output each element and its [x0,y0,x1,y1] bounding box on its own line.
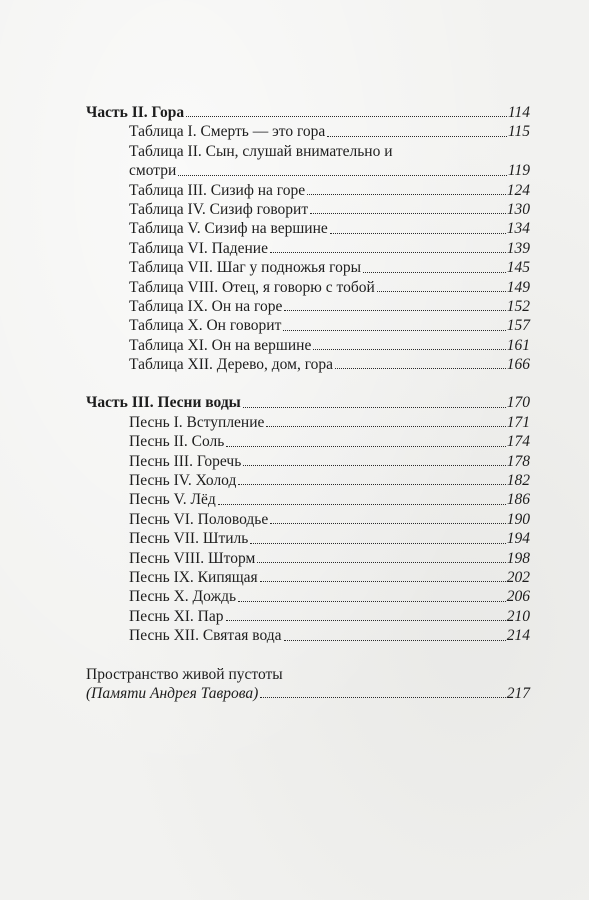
dot-leader [226,620,506,621]
dot-leader [270,523,505,524]
page-number: 198 [506,549,530,567]
dot-leader [243,407,506,408]
toc-entry[interactable] [86,568,530,587]
page-number: 161 [506,336,530,354]
page-number: 170 [506,394,530,412]
part-3-heading[interactable] [86,393,530,412]
part-3-section [86,393,530,645]
entry-title: Таблица I. Смерть — это гора [129,123,326,141]
part-2-entries [86,122,530,374]
entry-title: Песнь IV. Холод [129,472,237,490]
toc-entry[interactable] [86,239,530,258]
final-subtitle: (Памяти Андрея Таврова) [86,684,259,702]
toc-entry[interactable] [86,490,530,509]
page-number: 217 [506,684,530,702]
dot-leader [186,116,507,117]
dot-leader [284,640,506,641]
entry-title: Песнь VI. Половодье [129,510,269,528]
dot-leader [283,330,505,331]
part-title: Часть III. Песни воды [86,394,241,412]
dot-leader [377,291,506,292]
toc-entry[interactable] [86,258,530,277]
page-number: 119 [507,162,530,180]
page-number: 214 [506,627,530,645]
dot-leader [363,272,506,273]
entry-title: Песнь III. Горечь [129,452,242,470]
part-2-heading[interactable] [86,103,530,122]
entry-title: Таблица IX. Он на горе [129,297,283,315]
toc-entry[interactable] [86,336,530,355]
entry-title: Таблица III. Сизиф на горе [129,181,306,199]
page-number: 130 [506,200,530,218]
toc-entry[interactable] [86,316,530,335]
page-number: 186 [506,491,530,509]
page-number: 166 [506,356,530,374]
page-number: 190 [506,510,530,528]
dot-leader [335,368,506,369]
dot-leader [226,446,505,447]
dot-leader [243,465,505,466]
dot-leader [327,136,507,137]
part-2-section [86,103,530,374]
dot-leader [257,562,505,563]
toc-entry[interactable] [86,510,530,529]
dot-leader [260,581,506,582]
final-title: Пространство живой пустоты [86,665,283,683]
toc-entry[interactable] [86,471,530,490]
entry-title: Песнь XI. Пар [129,607,224,625]
dot-leader [307,194,506,195]
final-section[interactable] [86,665,530,704]
toc-entry[interactable] [86,413,530,432]
page-number: 178 [506,452,530,470]
page-number: 114 [507,103,530,121]
toc-entry[interactable] [86,452,530,471]
page-number: 139 [506,239,530,257]
toc-entry[interactable] [86,200,530,219]
dot-leader [238,601,506,602]
entry-title: Песнь XII. Святая вода [129,627,282,645]
page-number: 149 [506,278,530,296]
part-title: Часть II. Гора [86,103,185,121]
page-number: 145 [506,259,530,277]
entry-title: Песнь X. Дождь [129,588,237,606]
dot-leader [238,484,505,485]
toc-entry[interactable] [86,297,530,316]
toc-entry[interactable] [86,529,530,548]
page-number: 124 [506,181,530,199]
dot-leader [330,233,506,234]
dot-leader [270,252,506,253]
dot-leader [260,697,505,698]
dot-leader [266,426,505,427]
entry-title: Таблица X. Он говорит [129,317,282,335]
dot-leader [178,175,507,176]
dot-leader [218,504,506,505]
page-number: 157 [506,317,530,335]
toc-entry[interactable] [86,549,530,568]
entry-title: Песнь II. Соль [129,433,225,451]
entry-title: Песнь VIII. Шторм [129,549,256,567]
page-number: 152 [506,297,530,315]
toc-entry[interactable] [86,161,530,180]
entry-title: Таблица VIII. Отец, я говорю с тобой [129,278,375,296]
final-subtitle-row [86,684,530,703]
entry-title: смотри [129,162,177,180]
toc-entry[interactable] [86,432,530,451]
entry-title: Таблица XII. Дерево, дом, гора [129,356,334,374]
entry-title: Таблица IV. Сизиф говорит [129,200,309,218]
page-number: 194 [506,530,530,548]
page-number: 171 [506,413,530,431]
entry-title: Таблица VI. Падение [129,239,268,257]
entry-title: Таблица VII. Шаг у подножья горы [129,259,361,277]
toc-entry[interactable] [86,607,530,626]
page-number: 182 [506,472,530,490]
toc-entry-title-line[interactable]: Таблица II. Сын, слушай внимательно и [129,142,393,160]
table-of-contents [86,103,530,722]
toc-entry[interactable] [86,122,530,141]
toc-entry[interactable] [86,355,530,374]
page-number: 202 [506,568,530,586]
dot-leader [310,213,506,214]
toc-entry[interactable] [86,626,530,645]
entry-title: Песнь V. Лёд [129,491,216,509]
toc-entry[interactable] [86,278,530,297]
dot-leader [284,310,505,311]
toc-entry[interactable] [86,587,530,606]
entry-title: Песнь I. Вступление [129,413,265,431]
entry-title: Таблица V. Сизиф на вершине [129,220,328,238]
dot-leader [313,349,505,350]
entry-title: Песнь VII. Штиль [129,530,249,548]
page-number: 115 [507,123,530,141]
page-number: 206 [506,588,530,606]
page-number: 210 [506,607,530,625]
dot-leader [250,543,505,544]
entry-title: Песнь IX. Кипящая [129,568,258,586]
entry-title: Таблица XI. Он на вершине [129,336,312,354]
page-number: 134 [506,220,530,238]
page-number: 174 [506,433,530,451]
toc-entry[interactable] [86,181,530,200]
part-3-entries [86,413,530,646]
toc-entry[interactable] [86,219,530,238]
